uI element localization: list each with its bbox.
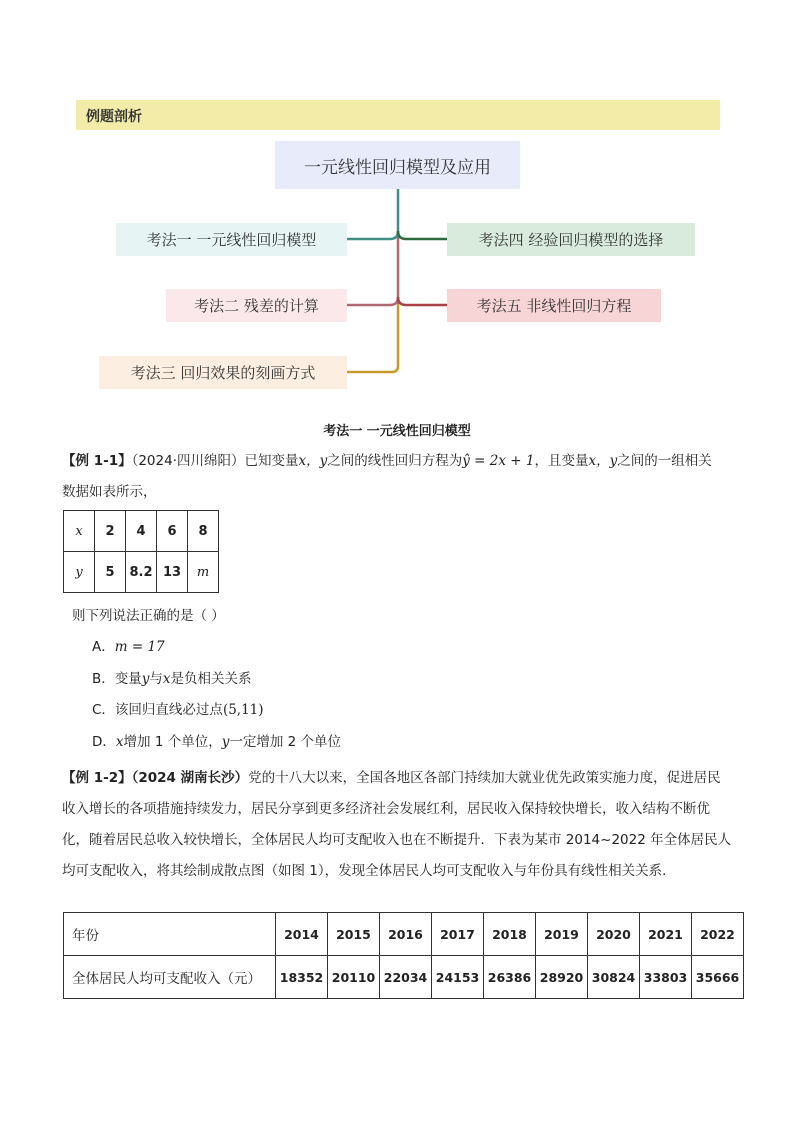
table-cell: 6 [157, 511, 188, 552]
option-d-label: D． [92, 734, 116, 750]
option-b [92, 667, 252, 687]
example-1-vars: x，y [298, 453, 328, 469]
option-b-x: x [162, 671, 171, 687]
example-1-text-e: 数据如表所示， [62, 484, 157, 500]
option-d-x: x [115, 734, 124, 750]
option-a-math: m = 17 [114, 639, 165, 655]
table-cell: 33803 [640, 956, 692, 999]
table-cell: 2021 [640, 913, 692, 956]
option-d-y: y [221, 734, 230, 750]
option-b-mid: 与 [149, 671, 163, 687]
example-2-income-table [63, 912, 744, 999]
option-b-y: y [141, 671, 150, 687]
table-cell: 全体居民人均可支配收入（元） [64, 956, 276, 999]
table-cell: 2 [95, 511, 126, 552]
example-1-text-d: 之间的一组相关 [617, 453, 712, 469]
option-a [92, 635, 165, 655]
table-cell: 2019 [536, 913, 588, 956]
table-cell: 2018 [484, 913, 536, 956]
option-c-math: (5,11) [222, 702, 264, 718]
table-cell: 年份 [64, 913, 276, 956]
branch-5 [398, 297, 447, 305]
section-header-title: 例题剖析 [86, 109, 142, 125]
example-1-source: （2024·四川绵阳） [131, 453, 245, 469]
table-cell: x [64, 511, 95, 552]
mindmap-title: 一元线性回归模型及应用 [275, 141, 520, 189]
option-c [92, 698, 264, 718]
example-1-tag: 【例 1-1】 [62, 453, 132, 469]
example-1-vars-2: x，y [588, 453, 618, 469]
table-cell: 2022 [692, 913, 744, 956]
table-cell: 26386 [484, 956, 536, 999]
table-row-y [64, 552, 219, 593]
example-1-text-c: ，且变量 [534, 453, 589, 469]
option-a-label: A． [92, 639, 115, 655]
mindmap-method-4: 考法四 经验回归模型的选择 [447, 223, 695, 256]
branch-4 [398, 231, 447, 239]
table-cell: 2014 [276, 913, 328, 956]
example-2-text: 党的十八大以来，全国各地区各部门持续加大就业优先政策实施力度，促进居民收入增长的各项措施持续发力，居民分享到更多经济社会发展红利，居民收入保持较快增长，收入结构不断优化，随着居民总收入较快增长，全体居民人均可支配收入也在不断提升．下表为某市 2014~2022 年全体居民人均可支配收入，将其绘制成散点图（如图 1），发现全体居民人均可支配收入与年份具有线性相关关系． [62, 770, 732, 879]
table-cell: 28920 [536, 956, 588, 999]
table-cell: 8.2 [126, 552, 157, 593]
table-row-years [64, 913, 744, 956]
example-2-source: （2024 湖南长沙） [131, 770, 249, 786]
table-cell: m [188, 552, 219, 593]
option-d-end: 一定增加 2 个单位 [229, 734, 342, 750]
example-1-text-b: 之间的线性回归方程为 [327, 453, 463, 469]
table-cell: 13 [157, 552, 188, 593]
table-cell: 20110 [328, 956, 380, 999]
table-cell: 4 [126, 511, 157, 552]
mindmap-method-2: 考法二 残差的计算 [166, 289, 347, 322]
branch-2 [347, 297, 398, 305]
example-1-data-table [63, 510, 219, 593]
mindmap-method-1: 考法一 一元线性回归模型 [116, 223, 347, 256]
method-section-title: 考法一 一元线性回归模型 [323, 424, 471, 439]
table-cell: 2016 [380, 913, 432, 956]
table-cell: 2017 [432, 913, 484, 956]
example-1-question: 则下列说法正确的是（ ） [72, 608, 225, 624]
table-cell: 22034 [380, 956, 432, 999]
mindmap-method-5: 考法五 非线性回归方程 [447, 289, 661, 322]
example-2-stem [62, 763, 734, 887]
example-2-tag: 【例 1-2】 [62, 770, 132, 786]
option-b-end: 是负相关关系 [170, 671, 252, 687]
table-cell: 8 [188, 511, 219, 552]
branch-1 [347, 231, 398, 239]
option-b-label: B．变量 [92, 671, 142, 687]
mindmap-method-3: 考法三 回归效果的刻画方式 [99, 356, 347, 389]
table-cell: y [64, 552, 95, 593]
table-row-income [64, 956, 744, 999]
table-cell: 18352 [276, 956, 328, 999]
option-c-label: C．该回归直线必过点 [92, 702, 223, 718]
table-cell: 2015 [328, 913, 380, 956]
table-cell: 5 [95, 552, 126, 593]
regression-equation: ŷ = 2x + 1 [462, 453, 535, 469]
table-cell: 24153 [432, 956, 484, 999]
example-1-stem [62, 446, 742, 508]
example-1-text-a: 已知变量 [244, 453, 299, 469]
table-row-x [64, 511, 219, 552]
table-cell: 30824 [588, 956, 640, 999]
option-d-mid: 增加 1 个单位， [123, 734, 222, 750]
table-cell: 2020 [588, 913, 640, 956]
table-cell: 35666 [692, 956, 744, 999]
branch-3 [347, 304, 398, 372]
option-d [92, 730, 341, 750]
